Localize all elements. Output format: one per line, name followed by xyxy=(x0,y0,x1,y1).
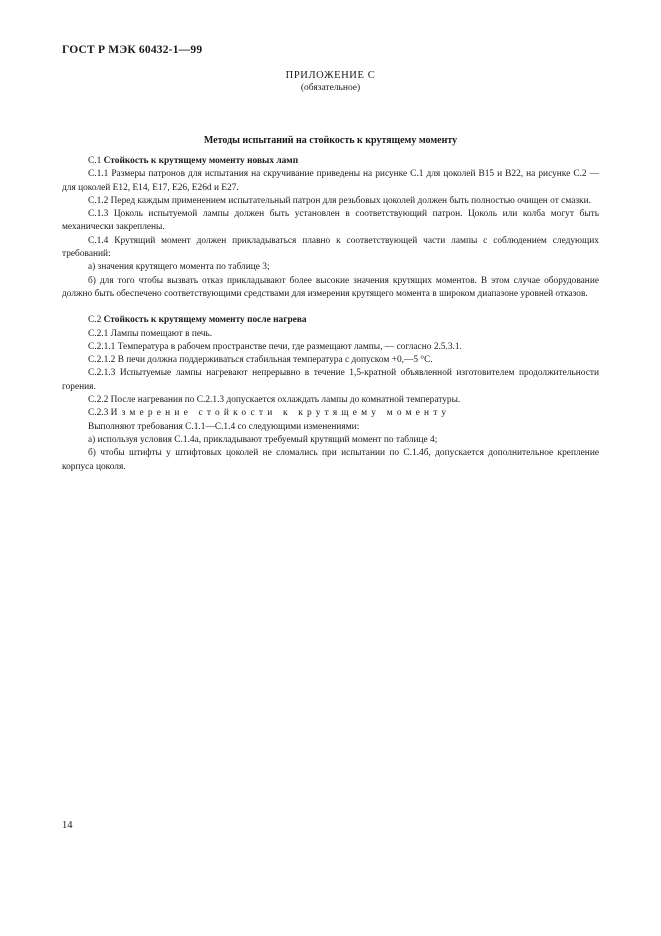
clause-c2-1: С.2.1 Лампы помещают в печь. xyxy=(88,328,213,339)
clause-c2-3a: а) используя условия С.1.4а, прикладывают требуемый крутящий момент по таблице 4; xyxy=(88,434,438,445)
clause-c2-1-1: С.2.1.1 Температура в рабочем пространстве печи, где размещают лампы, — согласно 2.5.3.1. xyxy=(88,341,462,352)
standard-header: ГОСТ Р МЭК 60432-1—99 xyxy=(62,44,203,56)
clause-c1-4a: а) значения крутящего момента по таблице 3; xyxy=(88,262,270,273)
clause-number: С.1 xyxy=(88,156,102,166)
clause-c2-3b: б) чтобы штифты у штифтовых цоколей не сломались при испытании по С.1.4б, допускается дополнительное крепление корпуса цоколя. xyxy=(62,448,599,472)
clause-c1-heading xyxy=(62,155,599,168)
clause-c2-1-2: С.2.1.2 В печи должна поддерживаться стабильная температура с допуском +0,—5 °С. xyxy=(88,355,433,366)
clause-number: С.2.3 xyxy=(88,408,109,419)
clause-c1-3: С.1.3 Цоколь испытуемой лампы должен быть установлен в соответствующий патрон. Цоколь или колба могут быть механически закреплены. xyxy=(62,209,599,233)
clause-c1-2: С.1.2 Перед каждым применением испытательный патрон для резьбовых цоколей должен быть полностью очищен от смазки. xyxy=(88,195,591,206)
clause-heading-text: Стойкость к крутящему моменту после нагрева xyxy=(103,315,307,326)
clause-heading-text: Стойкость к крутящему моменту новых ламп xyxy=(103,156,299,166)
clause-c1-4b: б) для того чтобы вызвать отказ прикладывают более высокие значения крутящих моментов. В этом случае оборудование должно быть обеспечено соответствующими средствами для измерения крутящего момента в широком диапазоне уровней отказов. xyxy=(62,275,599,299)
clause-c2-1-3: С.2.1.3 Испытуемые лампы нагревают непрерывно в течение 1,5-кратной объявленной изготовителем продолжительности горения. xyxy=(62,368,599,392)
clause-number: С.2 xyxy=(88,315,102,326)
clause-heading-text: Измерение стойкости к крутящему моменту xyxy=(110,408,451,419)
clause-c2-heading xyxy=(62,314,599,327)
clause-c1-4: С.1.4 Крутящий момент должен прикладываться плавно к соответствующей части лампы с соблюдением следующих требований: xyxy=(62,235,599,260)
page-number: 14 xyxy=(62,820,73,831)
clause-c2-3-intro: Выполняют требования С.1.1—С.1.4 со следующими изменениями: xyxy=(88,421,360,432)
annex-title: ПРИЛОЖЕНИЕ С xyxy=(285,70,376,81)
clause-c2-2: С.2.2 После нагревания по С.2.1.3 допускается охлаждать лампы до комнатной температуры. xyxy=(88,395,461,406)
section-title: Методы испытаний на стойкость к крутящему моменту xyxy=(203,135,458,146)
clause-c2-3-heading xyxy=(62,407,599,420)
clause-c1-1: С.1.1 Размеры патронов для испытания на скручивание приведены на рисунке С.1 для цоколей В15 и В22, на рисунке С.2 — для цоколей Е12, Е14, Е17, Е26, Е26d и Е27. xyxy=(62,169,599,193)
annex-subtitle: (обязательное) xyxy=(300,83,361,93)
document-body xyxy=(62,155,599,474)
